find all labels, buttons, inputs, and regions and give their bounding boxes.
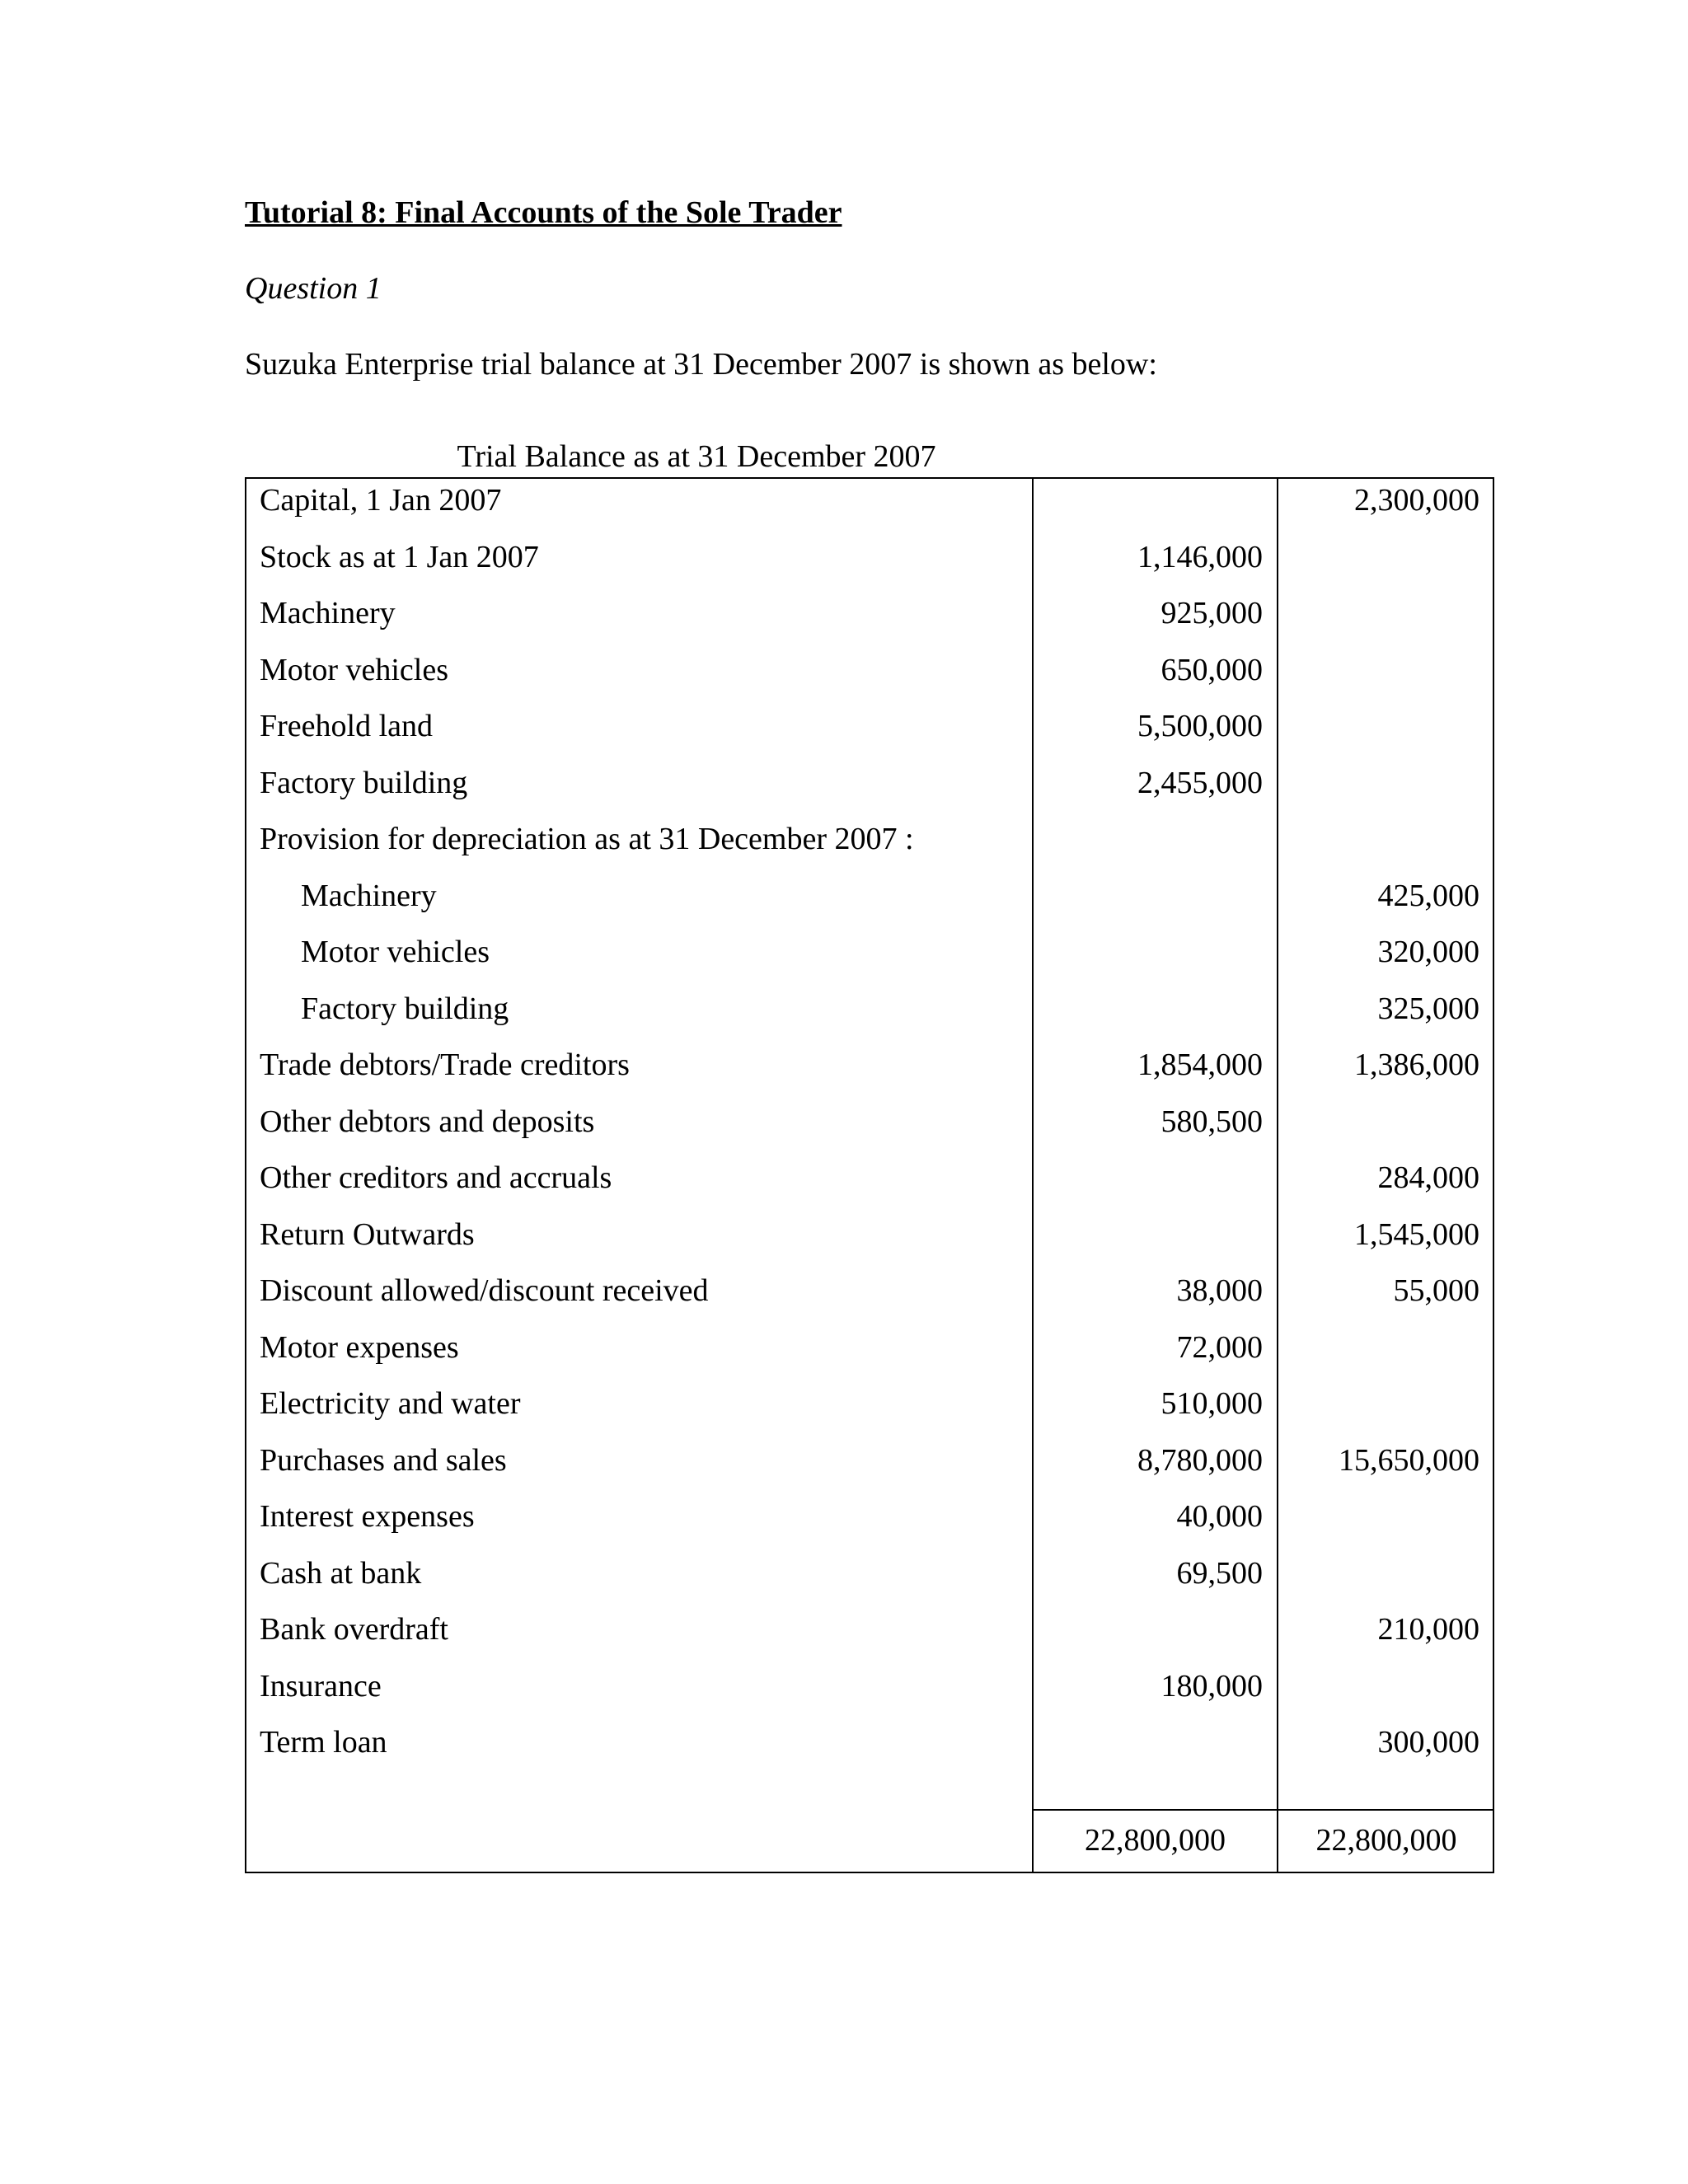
row-debit: 510,000	[1160, 1386, 1263, 1421]
table-row	[246, 1385, 1493, 1441]
table-row	[246, 1104, 1493, 1160]
row-description: Provision for depreciation as at 31 December 2007 :	[260, 822, 914, 856]
row-debit: 72,000	[1176, 1329, 1263, 1365]
table-row	[246, 1442, 1493, 1498]
question-label: Question 1	[245, 271, 382, 306]
row-description: Factory building	[301, 991, 509, 1026]
intro-text: Suzuka Enterprise trial balance at 31 December 2007 is shown as below:	[245, 347, 1157, 382]
table-row	[246, 1047, 1493, 1103]
trial-balance-caption: Trial Balance as at 31 December 2007	[457, 439, 936, 474]
row-credit: 425,000	[1377, 878, 1479, 913]
row-debit: 2,455,000	[1137, 765, 1263, 800]
row-debit: 8,780,000	[1137, 1442, 1263, 1478]
row-description: Discount allowed/discount received	[260, 1273, 709, 1308]
table-row	[246, 934, 1493, 990]
row-description: Motor vehicles	[301, 935, 490, 969]
row-description: Bank overdraft	[260, 1612, 448, 1647]
table-row	[246, 991, 1493, 1047]
row-description: Factory building	[260, 765, 468, 800]
row-description: Purchases and sales	[260, 1442, 507, 1478]
table-row	[246, 539, 1493, 595]
table-row	[246, 1724, 1493, 1780]
row-credit: 210,000	[1377, 1612, 1479, 1647]
table-row	[246, 1498, 1493, 1554]
table-row	[246, 765, 1493, 821]
total-credit: 22,800,000	[1315, 1823, 1457, 1858]
total-row	[246, 1822, 1493, 1863]
row-description: Machinery	[301, 878, 437, 913]
row-credit: 15,650,000	[1339, 1442, 1479, 1478]
row-credit: 320,000	[1377, 935, 1479, 969]
row-debit: 180,000	[1160, 1668, 1263, 1704]
row-description: Term loan	[260, 1725, 387, 1760]
row-description: Trade debtors/Trade creditors	[260, 1047, 630, 1082]
row-description: Stock as at 1 Jan 2007	[260, 539, 539, 574]
row-credit: 300,000	[1377, 1725, 1479, 1760]
row-debit: 650,000	[1160, 652, 1263, 687]
row-credit: 55,000	[1393, 1273, 1479, 1308]
table-row	[246, 482, 1493, 538]
row-debit: 69,500	[1176, 1555, 1263, 1591]
row-description: Electricity and water	[260, 1386, 521, 1421]
page-title: Tutorial 8: Final Accounts of the Sole Trader	[245, 195, 842, 230]
row-credit: 2,300,000	[1354, 483, 1479, 518]
row-description: Capital, 1 Jan 2007	[260, 483, 502, 518]
table-row	[246, 595, 1493, 651]
row-description: Motor expenses	[260, 1329, 459, 1365]
row-description: Return Outwards	[260, 1216, 475, 1252]
row-debit: 925,000	[1160, 596, 1263, 630]
row-credit: 284,000	[1377, 1160, 1479, 1195]
row-description: Other creditors and accruals	[260, 1160, 612, 1195]
row-debit: 580,500	[1160, 1104, 1263, 1139]
row-description: Machinery	[260, 596, 396, 630]
row-description: Cash at bank	[260, 1555, 422, 1591]
trial-balance-table	[245, 477, 1494, 1873]
row-debit: 1,854,000	[1137, 1047, 1263, 1082]
table-row	[246, 1272, 1493, 1329]
row-debit: 1,146,000	[1137, 539, 1263, 574]
table-row	[246, 1611, 1493, 1667]
table-row	[246, 1329, 1493, 1385]
row-credit: 1,386,000	[1354, 1047, 1479, 1082]
table-row	[246, 1555, 1493, 1611]
row-debit: 38,000	[1176, 1273, 1263, 1308]
table-row	[246, 652, 1493, 708]
table-row	[246, 1216, 1493, 1272]
row-description: Freehold land	[260, 709, 434, 743]
table-row	[246, 1668, 1493, 1724]
row-credit: 325,000	[1377, 991, 1479, 1026]
row-description: Interest expenses	[260, 1499, 475, 1534]
row-description: Other debtors and deposits	[260, 1104, 595, 1139]
total-rule	[1032, 1809, 1493, 1811]
row-debit: 5,500,000	[1137, 709, 1263, 743]
row-debit: 40,000	[1176, 1499, 1263, 1534]
total-debit: 22,800,000	[1085, 1823, 1226, 1858]
table-row	[246, 878, 1493, 934]
table-row	[246, 708, 1493, 764]
table-row	[246, 1160, 1493, 1216]
row-description: Insurance	[260, 1668, 382, 1704]
row-description: Motor vehicles	[260, 652, 449, 687]
table-row	[246, 821, 1493, 877]
row-credit: 1,545,000	[1354, 1216, 1479, 1252]
